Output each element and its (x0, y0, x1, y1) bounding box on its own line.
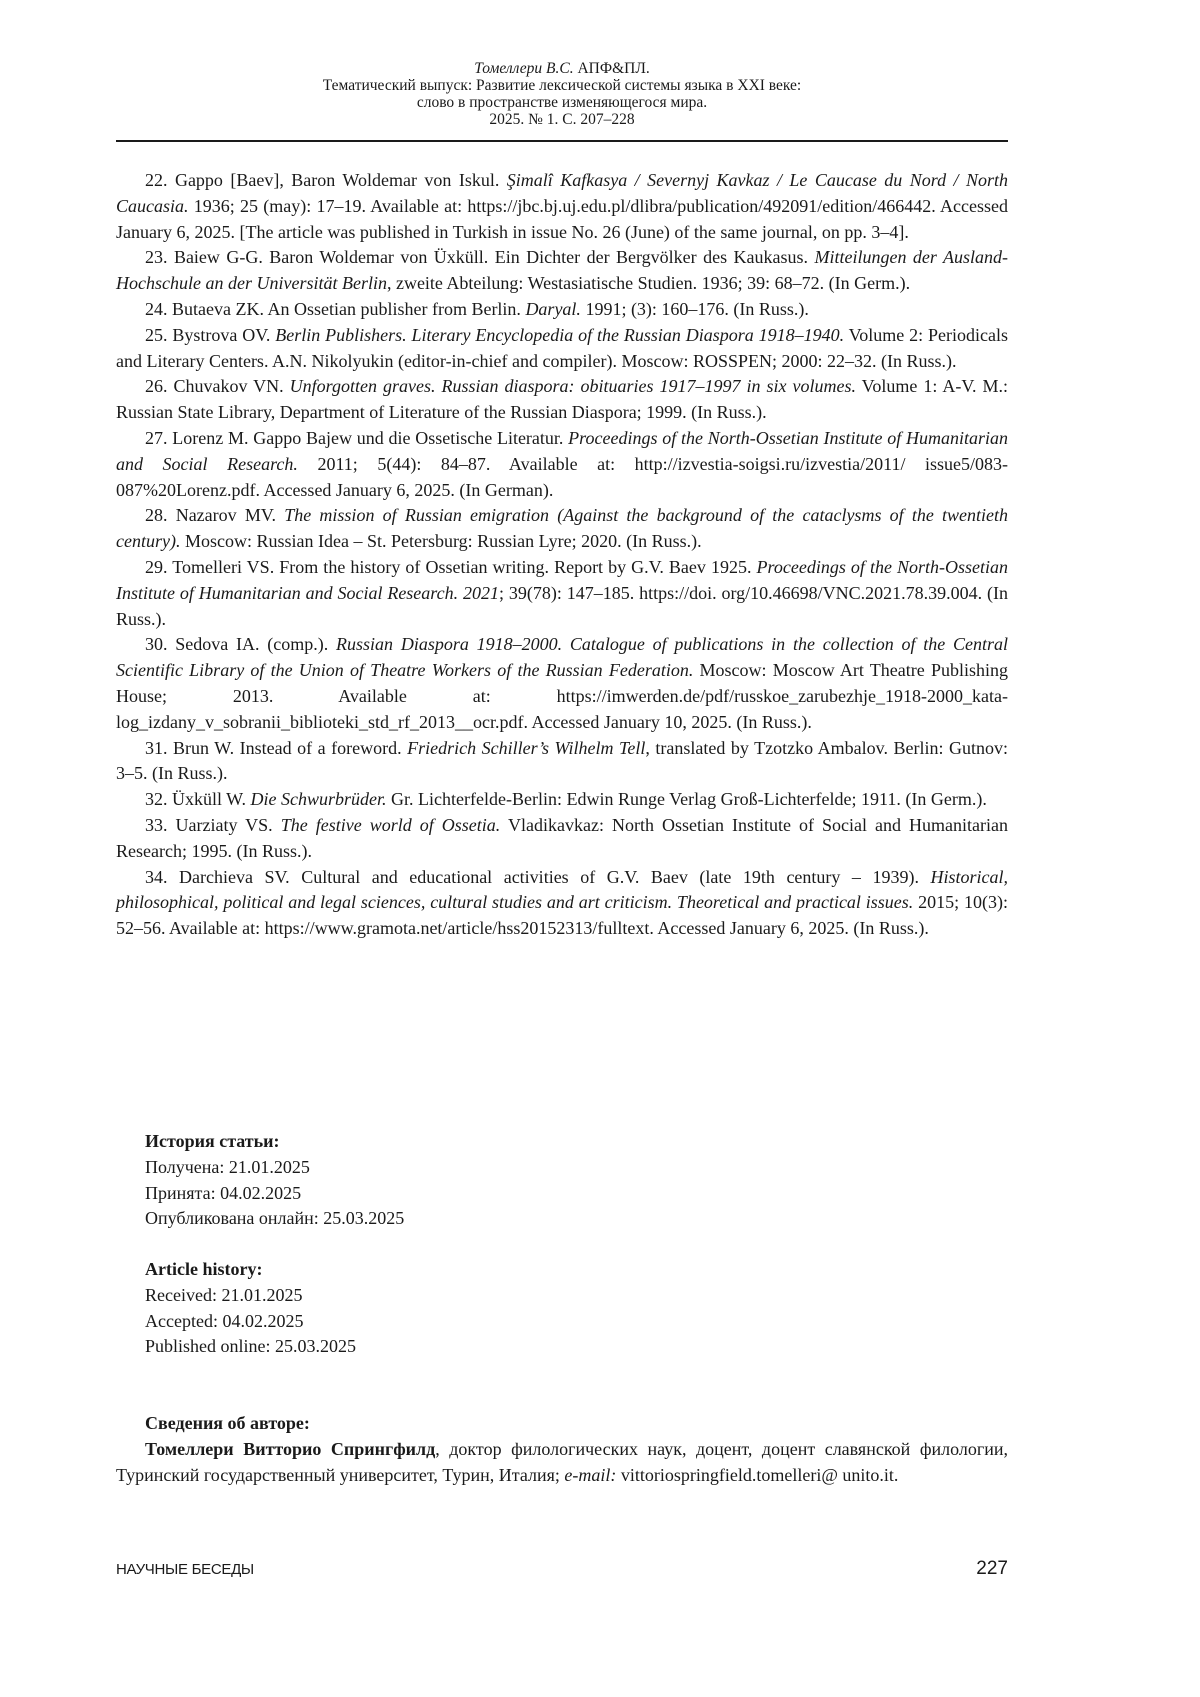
reference-text: 28. Nazarov MV. (145, 505, 285, 526)
reference-text: 34. Darchieva SV. Cultural and educational activities of G.V. Baev (late 19th century – 1939). (145, 866, 931, 887)
reference-item (116, 813, 1008, 865)
reference-item (116, 426, 1008, 503)
reference-item (116, 374, 1008, 426)
author-name: Томеллери Витторио Спрингфилд (145, 1438, 436, 1459)
reference-item (116, 555, 1008, 632)
reference-text: 26. Chuvakov VN. (145, 376, 290, 397)
header-line-3: слово в пространстве изменяющегося мира. (416, 94, 708, 111)
reference-title: Die Schwurbrüder. (250, 789, 387, 810)
reference-text: 31. Brun W. Instead of a foreword. (145, 737, 408, 758)
reference-title: Berlin Publishers. Literary Encyclopedia of the Russian Diaspora 1918–1940. (275, 324, 845, 345)
reference-item (116, 245, 1008, 297)
reference-item (116, 323, 1008, 375)
page-number: 227 (976, 1558, 1008, 1579)
reference-title: The mission of Russian emigration (Against the background of the cataclysms of the twentieth century). (116, 505, 1008, 552)
reference-text: Volume 1: A-V. M.: Russian State Library, Department of Literature of the Russian Diaspora; 1999. (In Russ.). (116, 376, 1009, 423)
reference-text: , zweite Abteilung: Westasiatische Studien. 1936; 39: 68–72. (In Germ.). (386, 273, 911, 294)
author-info (116, 1411, 1008, 1488)
reference-text: 2015; 10(3): 52–56. Available at: https://www.gramota.net/article/hss20152313/fulltext. Accessed January 6, 2025. (In Russ.). (116, 892, 1008, 939)
history-en-title: Article history: (145, 1259, 263, 1279)
author-email-label: e-mail: (564, 1464, 617, 1485)
reference-text: Gr. Lichterfelde-Berlin: Edwin Runge Verlag Groß-Lichterfelde; 1911. (In Germ.). (386, 789, 987, 810)
reference-item (116, 787, 1008, 813)
reference-text: 30. Sedova IA. (comp.). (145, 634, 337, 655)
reference-text: 23. Baiew G-G. Baron Woldemar von Üxküll. Ein Dichter der Bergvölker des Kaukasus. (145, 247, 815, 268)
reference-item (116, 297, 1008, 323)
author-info-text (116, 1437, 1008, 1489)
reference-text: Volume 2: Periodicals and Literary Centers. A.N. Nikolyukin (editor-in-chief and compiler). Moscow: ROSSPEN; 2000: 22–32. (In Russ.). (116, 324, 1008, 371)
running-header (116, 60, 1008, 128)
reference-text: 1991; (3): 160–176. (In Russ.). (580, 298, 809, 319)
reference-title: Russian Diaspora 1918–2000. Catalogue of publications in the collection of the Central Scientific Library of the Union of Theatre Workers of the Russian Federation. (116, 634, 1008, 681)
reference-list (116, 168, 1008, 942)
reference-title: Friedrich Schiller’s Wilhelm Tell (407, 737, 646, 758)
reference-text: 24. Butaeva ZK. An Ossetian publisher from Berlin. (145, 298, 526, 319)
header-author: Томеллери В.С. (474, 60, 574, 77)
reference-text: Moscow: Moscow Art Theatre Publishing House; 2013. Available at: https://imwerden.de/pdf/russkoe_zarubezhje_1918-2000_katalog_izdany_v_sobranii_biblioteki_std_rf_2013__ocr.pdf. Accessed January 10, 2025. (In Russ.). (116, 660, 1008, 732)
author-email: vittoriospringfield.tomelleri@ unito.it. (616, 1464, 899, 1485)
author-affiliation: , доктор филологических наук, доцент, доцент славянской филологии, Туринский государственный университет, Турин, Италия; (116, 1438, 1008, 1485)
reference-text: 2011; 5(44): 84–87. Available at: http://izvestia-soigsi.ru/izvestia/2011/ issue5/083-087%20Lorenz.pdf. Accessed January 6, 2025. (In German). (116, 453, 1008, 500)
reference-text: , translated by Tzotzko Ambalov. Berlin: Gutnov: 3–5. (In Russ.). (116, 737, 1008, 784)
reference-item (116, 865, 1008, 942)
history-en-published: Published online: 25.03.2025 (145, 1336, 356, 1357)
reference-item (116, 168, 1008, 245)
reference-item (116, 503, 1008, 555)
reference-title: The festive world of Ossetia. (280, 814, 501, 835)
history-en-received: Received: 21.01.2025 (145, 1284, 303, 1305)
reference-title: Unforgotten graves. Russian diaspora: obituaries 1917–1997 in six volumes. (289, 376, 856, 397)
footer-journal-name: НАУЧНЫЕ БЕСЕДЫ (116, 1561, 254, 1578)
history-ru-published: Опубликована онлайн: 25.03.2025 (145, 1208, 405, 1229)
author-info-title: Сведения об авторе: (145, 1413, 310, 1433)
article-history-ru (145, 1129, 404, 1232)
reference-text: 22. Gappo [Baev], Baron Woldemar von Iskul. (145, 170, 507, 190)
article-history-en (145, 1257, 356, 1360)
history-ru-accepted: Принята: 04.02.2025 (145, 1182, 302, 1203)
reference-text: 32. Üxküll W. (145, 789, 251, 810)
reference-text: 29. Tomelleri VS. From the history of Ossetian writing. Report by G.V. Baev 1925. (145, 556, 757, 577)
header-journal: АПФ&ПЛ. (577, 60, 650, 77)
reference-text: ; 39(78): 147–185. https://doi. org/10.46698/VNC.2021.78.39.004. (In Russ.). (116, 582, 1008, 629)
reference-text: Vladikavkaz: North Ossetian Institute of Social and Humanitarian Research; 1995. (In Russ.). (116, 814, 1008, 861)
reference-title: Şimalî Kafkasya / Severnyj Kavkaz / Le Caucase du Nord / North Caucasia. (116, 170, 1008, 216)
reference-title: Mitteilungen der Ausland-Hochschule an der Universität Berlin (116, 247, 1008, 294)
reference-text: 33. Uarziaty VS. (145, 814, 281, 835)
header-line-2: Тематический выпуск: Развитие лексической системы языка в XXI веке: (322, 77, 802, 94)
header-line-1 (116, 60, 1008, 77)
reference-item (116, 632, 1008, 735)
reference-text: Moscow: Russian Idea – St. Petersburg: Russian Lyre; 2020. (In Russ.). (180, 531, 702, 552)
reference-item (116, 736, 1008, 788)
reference-text: 25. Bystrova OV. (145, 324, 276, 345)
header-line-4: 2025. № 1. С. 207–228 (489, 111, 635, 128)
reference-title: Historical, philosophical, political and legal sciences, cultural studies and art criticism. Theoretical and practical issues. (116, 866, 1008, 913)
reference-text: 27. Lorenz M. Gappo Bajew und die Ossetische Literatur. (145, 427, 569, 448)
reference-title: Daryal. (525, 298, 581, 319)
history-ru-title: История статьи: (145, 1131, 280, 1151)
header-rule (116, 140, 1008, 142)
reference-title: Proceedings of the North-Ossetian Institute of Humanitarian and Social Research. 2021 (116, 556, 1008, 603)
reference-text: 1936; 25 (may): 17–19. Available at: https://jbc.bj.uj.edu.pl/dlibra/publication/492091/edition/466442. Accessed January 6, 2025. [The article was published in Turkish in issue No. 26 (June) of the same journal, on pp. 3–4]. (116, 195, 1008, 242)
history-en-accepted: Accepted: 04.02.2025 (145, 1310, 304, 1331)
reference-title: Proceedings of the North-Ossetian Institute of Humanitarian and Social Research. (116, 427, 1008, 474)
history-ru-received: Получена: 21.01.2025 (145, 1156, 310, 1177)
